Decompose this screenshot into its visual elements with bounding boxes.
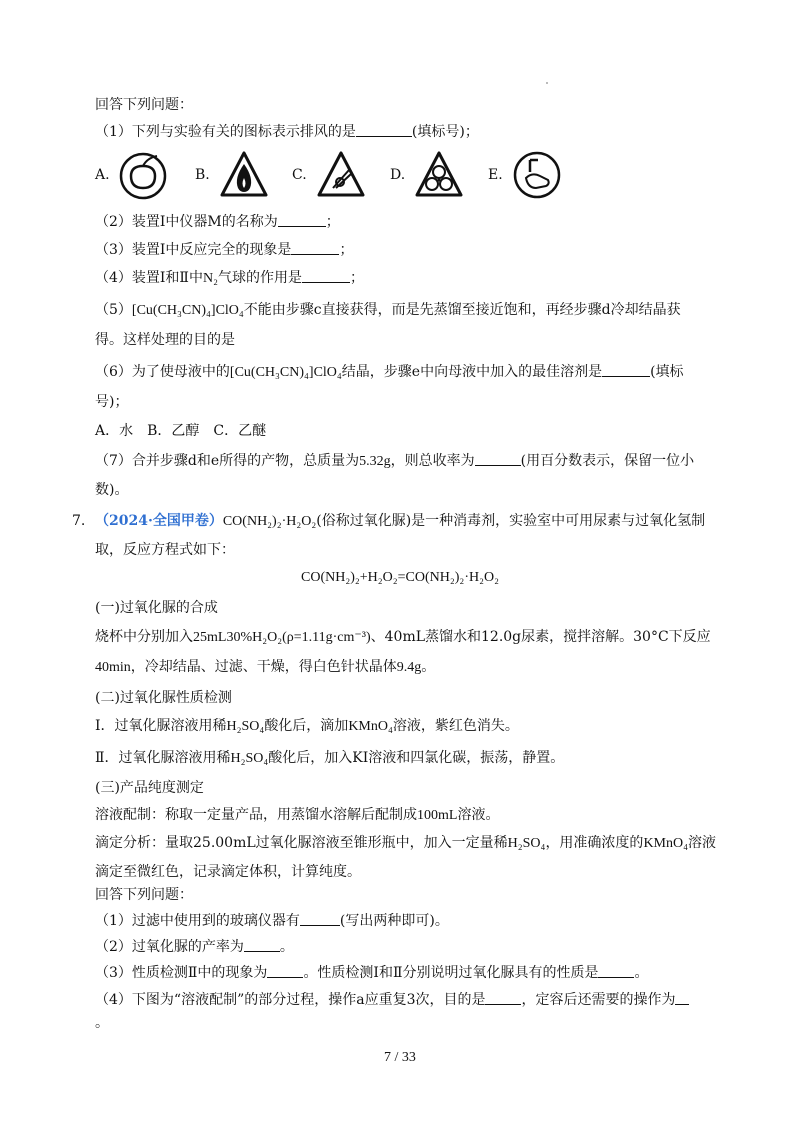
q7-sub1: （1）过滤中使用到的玻璃仪器有 (写出两种即可)。 [95, 913, 449, 929]
solution-prep: 溶液配制：称取一定量产品，用蒸馏水溶解后配制成100mL溶液。 [95, 807, 500, 823]
q6-sub5-cont: 得。这样处理的目的是 [95, 332, 235, 348]
section-synthesis: (一)过氧化脲的合成 [95, 600, 218, 616]
speck [546, 82, 548, 84]
q6-sub6-cont: 号)； [95, 394, 129, 410]
answer-blank[interactable] [485, 990, 521, 1005]
answer-blank[interactable] [267, 963, 303, 978]
hazard-icon-options: A. B. C. D. E. [95, 150, 655, 202]
answer-blank[interactable] [300, 911, 340, 926]
q7-sub3: （3）性质检测Ⅱ中的现象为 。性质检测Ⅰ和Ⅱ分别说明过氧化脲具有的性质是 。 [95, 965, 649, 981]
synthesis-text-cont: 40min，冷却结晶、过滤、干燥，得白色针状晶体9.4g。 [95, 659, 436, 675]
property-test-2: Ⅱ．过氧化脲溶液用稀H₂SO₄酸化后，加入KI溶液和四氯化碳，振荡，静置。 [95, 750, 565, 766]
answer-blank[interactable] [598, 963, 634, 978]
hand-washing-icon [512, 150, 562, 200]
reaction-equation: CO(NH₂)₂+H₂O₂=CO(NH₂)₂·H₂O₂ [301, 570, 499, 585]
q6-sub3: （3）装置Ⅰ中反应完全的现象是 ； [95, 242, 354, 258]
answer-blank[interactable] [291, 240, 339, 255]
answer-blank[interactable] [278, 212, 326, 227]
sharp-object-icon [316, 150, 366, 200]
q6-sub6: （6）为了使母液中的[Cu(CH₃CN)₄]ClO₄结晶，步骤e中向母液中加入的最佳溶剂是 (填标 [95, 364, 684, 380]
titration-text: 滴定分析：量取25.00mL过氧化脲溶液至锥形瓶中，加入一定量稀H₂SO₄，用准确浓度的KMnO₄溶液 [95, 835, 716, 851]
answer-blank[interactable] [675, 990, 689, 1005]
q6-sub7: （7）合并步骤d和e所得的产物，总质量为5.32g，则总收率为 (用百分数表示，保留一位小 [95, 453, 695, 469]
q6-sub2: （2）装置Ⅰ中仪器M的名称为 ； [95, 214, 340, 230]
page-number: 7 / 33 [384, 1050, 416, 1065]
answer-blank[interactable] [244, 937, 280, 952]
q7-intro: 回答下列问题： [95, 887, 193, 903]
exhaust-fan-icon [414, 150, 464, 200]
q7-header-cont: 取，反应方程式如下： [95, 542, 235, 558]
q7-sub4-cont: 。 [95, 1015, 109, 1031]
q6-sub5: （5）[Cu(CH₃CN)₄]ClO₄不能由步骤c直接获得，而是先蒸馏至接近饱和，再经步骤d冷却结晶获 [95, 302, 681, 318]
synthesis-text: 烧杯中分别加入25mL30%H₂O₂(ρ=1.11g·cm⁻³)、40mL蒸馏水和12.0g尿素，搅拌溶解。30°C下反应 [95, 629, 711, 645]
answer-blank[interactable] [302, 268, 350, 283]
question-number: 7. [72, 513, 86, 529]
answer-blank[interactable] [356, 122, 412, 137]
property-test-1: I．过氧化脲溶液用稀H₂SO₄酸化后，滴加KMnO₄溶液，紫红色消失。 [95, 718, 519, 734]
open-flame-icon [219, 150, 269, 200]
q7-sub4: （4）下图为“溶液配制”的部分过程，操作a应重复3次，目的是 ，定容后还需要的操作为 [95, 990, 689, 1010]
q7-sub2: （2）过氧化脲的产率为 。 [95, 939, 294, 955]
heating-icon [119, 150, 169, 200]
q6-sub1: （1）下列与实验有关的图标表示排风的是 (填标号)； [95, 124, 479, 140]
q6-sub7-cont: 数)。 [95, 482, 129, 498]
answer-blank[interactable] [475, 451, 521, 466]
q6-sub6-options: A．水 B．乙醇 C．乙醚 [95, 423, 267, 439]
q7-header: （2024·全国甲卷）CO(NH₂)₂·H₂O₂(俗称过氧化脲)是一种消毒剂，实验室中可用尿素与过氧化氢制 [95, 513, 706, 529]
source-label: （2024·全国甲卷） [95, 513, 223, 529]
q6-sub4: （4）装置Ⅰ和Ⅱ中N₂气球的作用是 ； [95, 270, 364, 286]
section-purity: (三)产品纯度测定 [95, 780, 204, 796]
answer-blank[interactable] [602, 362, 650, 377]
section-properties: (二)过氧化脲性质检测 [95, 690, 232, 706]
titration-text-cont: 滴定至微红色，记录滴定体积，计算纯度。 [95, 864, 361, 880]
q6-intro: 回答下列问题： [95, 97, 193, 113]
